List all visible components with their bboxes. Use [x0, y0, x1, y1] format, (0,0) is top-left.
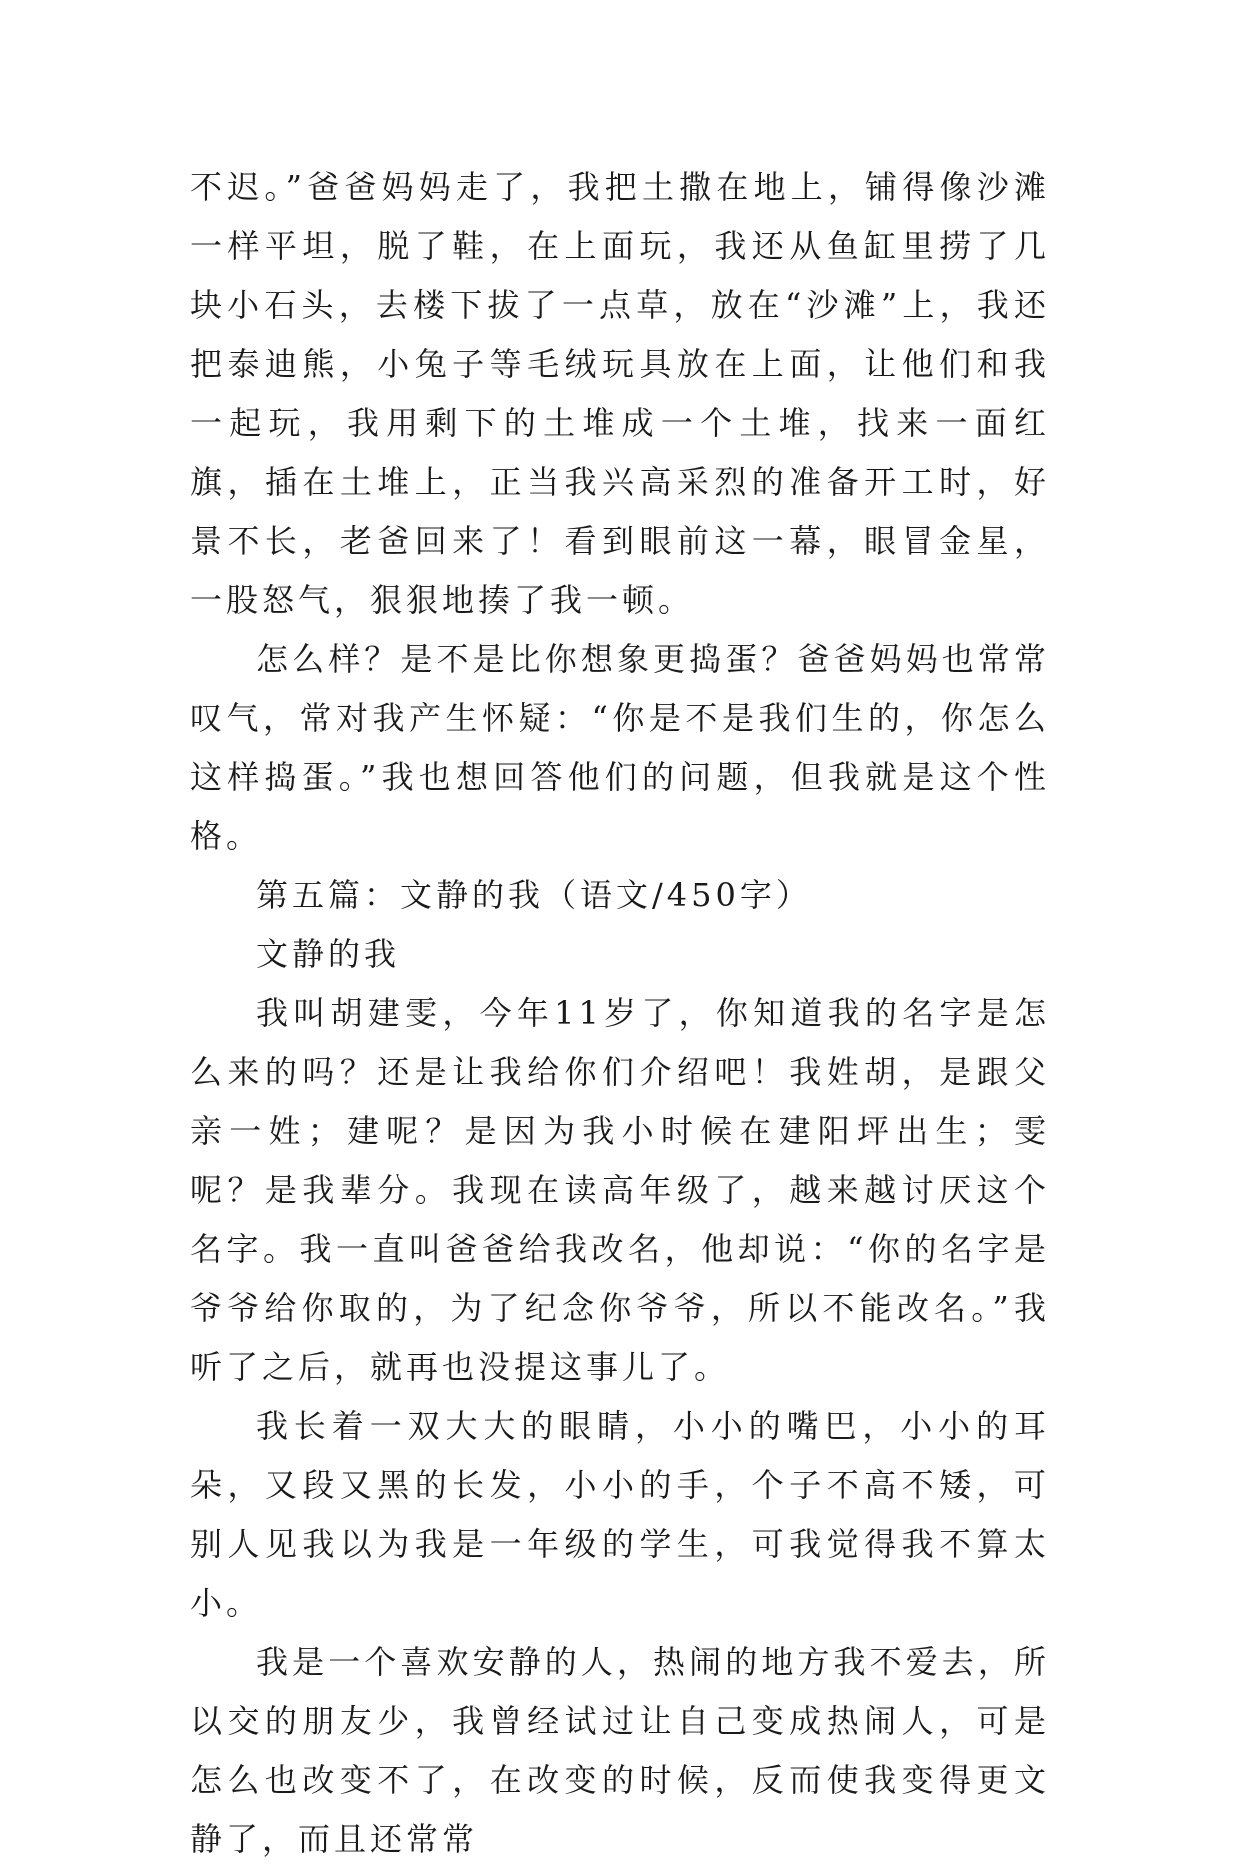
essay-title: 文静的我 — [256, 935, 401, 973]
paragraph-appearance: 我长着一双大大的眼睛，小小的嘴巴，小小的耳朵，又段又黑的长发，小小的手，个子不高不矮，可别人见我以为我是一年级的学生，可我觉得我不算太小。 — [190, 1407, 1050, 1622]
document-body — [190, 158, 1050, 1869]
paragraph-parents-sigh: 怎么样？是不是比你想象更捣蛋？爸爸妈妈也常常叹气，常对我产生怀疑：“你是不是我们生的，你怎么这样捣蛋。”我也想回答他们的问题，但我就是这个性格。 — [190, 640, 1050, 855]
paragraph-name-origin: 我叫胡建雯，今年11岁了，你知道我的名字是怎么来的吗？还是让我给你们介绍吧！我姓胡，是跟父亲一姓；建呢？是因为我小时候在建阳坪出生；雯呢？是我辈分。我现在读高年级了，越来越讨厌这个名字。我一直叫爸爸给我改名，他却说：“你的名字是爷爷给你取的，为了纪念你爷爷，所以不能改名。”我听了之后，就再也没提这事儿了。 — [190, 994, 1050, 1386]
paragraph-continued-story: 不迟。”爸爸妈妈走了，我把土撒在地上，铺得像沙滩一样平坦，脱了鞋，在上面玩，我还从鱼缸里捞了几块小石头，去楼下拔了一点草，放在“沙滩”上，我还把泰迪熊，小兔子等毛绒玩具放在上面，让他们和我一起玩，我用剩下的土堆成一个土堆，找来一面红旗，插在土堆上，正当我兴高采烈的准备开工时，好景不长，老爸回来了！看到眼前这一幕，眼冒金星，一股怒气，狠狠地揍了我一顿。 — [190, 168, 1050, 619]
section-heading-fifth-essay: 第五篇：文静的我（语文/450字） — [256, 876, 812, 914]
paragraph-quiet-personality: 我是一个喜欢安静的人，热闹的地方我不爱去，所以交的朋友少，我曾经试过让自己变成热闹人，可是怎么也改变不了，在改变的时候，反而使我变得更文静了，而且还常常 — [190, 1643, 1050, 1858]
